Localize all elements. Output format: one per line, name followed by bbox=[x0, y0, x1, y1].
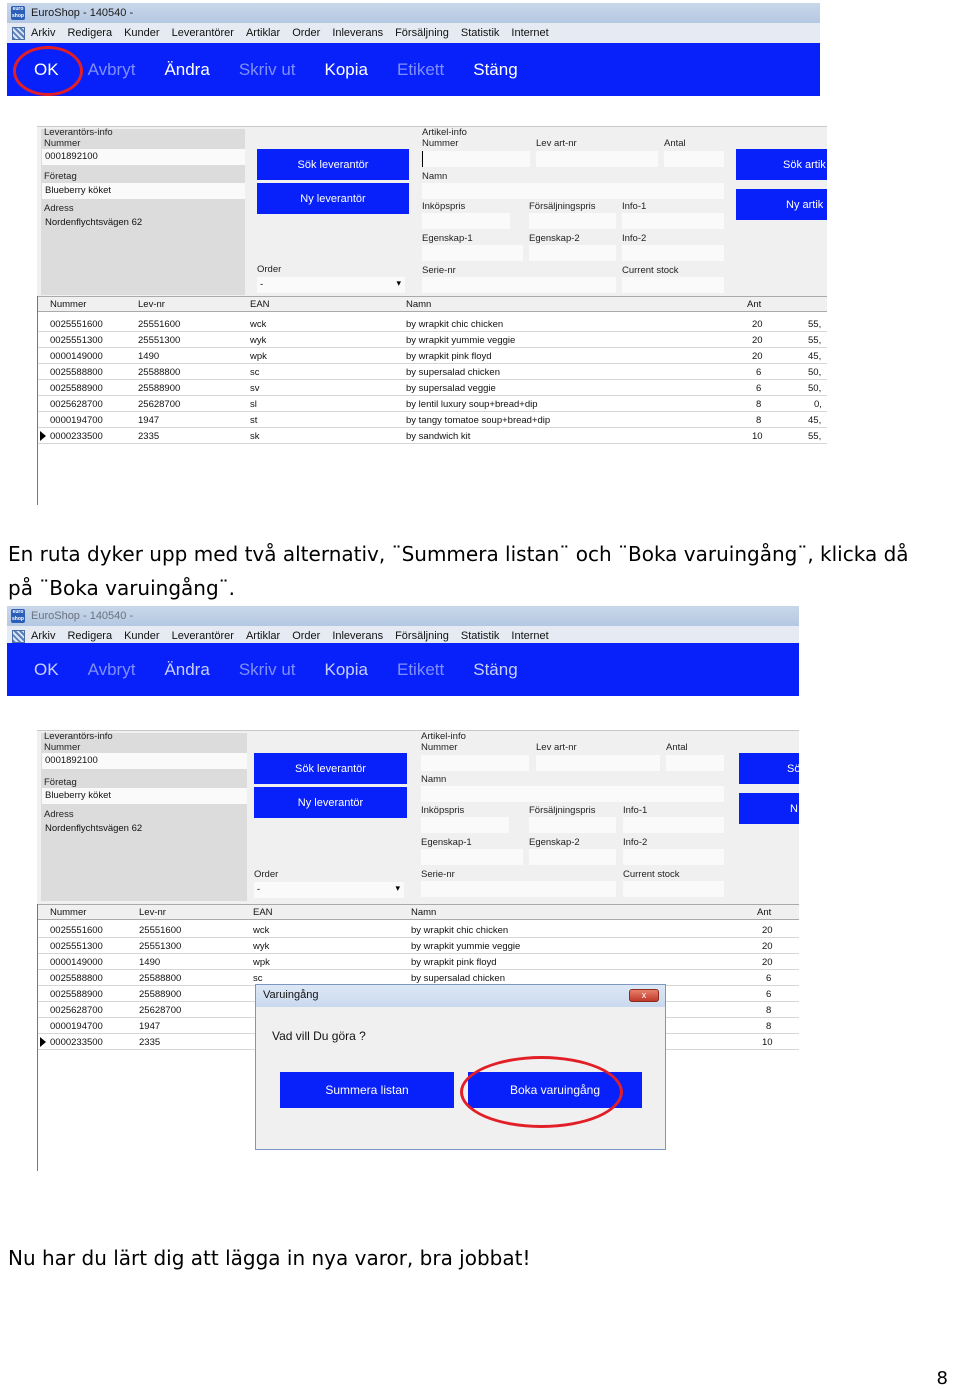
article-current-stock-label: Current stock bbox=[623, 869, 680, 880]
menu-redigera[interactable]: Redigera bbox=[67, 630, 113, 642]
menu-arkiv[interactable]: Arkiv bbox=[31, 27, 56, 39]
skriv-ut-button[interactable]: Skriv ut bbox=[238, 59, 296, 79]
cell-nummer: 0025588800 bbox=[50, 973, 103, 984]
ny-artikel-button[interactable]: Ny artik bbox=[736, 189, 827, 220]
table-row[interactable] bbox=[38, 412, 827, 428]
cell-nummer: 0000233500 bbox=[50, 1037, 103, 1048]
cell-namn: by tangy tomatoe soup+bread+dip bbox=[406, 415, 551, 426]
kopia-button[interactable]: Kopia bbox=[324, 659, 368, 679]
menu-order[interactable]: Order bbox=[292, 27, 321, 39]
supplier-group-label: Leverantörs-info bbox=[44, 731, 113, 742]
article-group-label: Artikel-info bbox=[421, 731, 466, 742]
table-row[interactable] bbox=[38, 380, 827, 396]
boka-highlight-ring bbox=[460, 1056, 623, 1128]
screenshot-1 bbox=[7, 3, 826, 505]
cell-namn: by lentil luxury soup+bread+dip bbox=[406, 399, 538, 410]
menu-arkiv[interactable]: Arkiv bbox=[31, 630, 56, 642]
supplier-group-label: Leverantörs-info bbox=[44, 127, 113, 138]
cell-ant: 20 bbox=[762, 957, 773, 968]
sok-artikel-button[interactable]: Sö bbox=[739, 753, 799, 784]
row-pointer-icon bbox=[40, 431, 46, 441]
stang-button[interactable]: Stäng bbox=[473, 59, 518, 79]
grid-header bbox=[38, 296, 827, 312]
article-namn-field[interactable] bbox=[421, 786, 724, 802]
cell-ean: wyk bbox=[253, 941, 270, 952]
col-nummer[interactable]: Nummer bbox=[50, 907, 87, 918]
cell-levnr: 2335 bbox=[139, 1037, 161, 1048]
supplier-nummer-label: Nummer bbox=[44, 742, 81, 753]
cell-nummer: 0025628700 bbox=[50, 399, 103, 410]
avbryt-button[interactable]: Avbryt bbox=[87, 659, 136, 679]
form-area bbox=[37, 126, 827, 300]
article-info1-label: Info-1 bbox=[622, 201, 647, 212]
article-antal-label: Antal bbox=[664, 138, 686, 149]
cell-nummer: 0025588900 bbox=[50, 383, 103, 394]
article-inkopspris-label: Inköpspris bbox=[421, 805, 465, 816]
article-nummer-field[interactable] bbox=[421, 755, 529, 771]
cell-ean: wpk bbox=[250, 351, 267, 362]
article-antal-label: Antal bbox=[666, 742, 688, 753]
menu-statistik[interactable]: Statistik bbox=[460, 630, 500, 642]
cell-levnr: 1947 bbox=[139, 1021, 161, 1032]
instruction-text-2: Nu har du lärt dig att lägga in nya varor, bra jobbat! bbox=[8, 1246, 531, 1270]
cell-levnr: 25588800 bbox=[139, 973, 182, 984]
article-inkopspris-label: Inköpspris bbox=[422, 201, 466, 212]
cell-ant: 10 bbox=[762, 1037, 773, 1048]
cell-nummer: 0025588900 bbox=[50, 989, 103, 1000]
article-forsaljningspris-field[interactable] bbox=[529, 213, 616, 229]
row-pointer-icon bbox=[40, 1037, 46, 1047]
article-forsaljningspris-label: Försäljningspris bbox=[529, 805, 596, 816]
cell-extra: 45, bbox=[808, 415, 822, 426]
cell-nummer: 0025588800 bbox=[50, 367, 103, 378]
cell-levnr: 1490 bbox=[138, 351, 160, 362]
cell-namn: by supersalad veggie bbox=[406, 383, 496, 394]
menu-statistik[interactable]: Statistik bbox=[460, 27, 500, 39]
col-nummer[interactable]: Nummer bbox=[50, 299, 87, 310]
cell-levnr: 25588900 bbox=[138, 383, 181, 394]
window-title: EuroShop - 140540 - bbox=[31, 7, 134, 19]
cell-ean: wck bbox=[253, 925, 270, 936]
article-forsaljningspris-field[interactable] bbox=[529, 817, 616, 833]
cell-levnr: 2335 bbox=[138, 431, 160, 442]
supplier-foretag-field[interactable]: Blueberry köket bbox=[42, 183, 245, 199]
cell-levnr: 25551300 bbox=[138, 335, 181, 346]
cell-levnr: 25588900 bbox=[139, 989, 182, 1000]
cell-extra: 50, bbox=[808, 383, 822, 394]
article-egenskap1-label: Egenskap-1 bbox=[422, 233, 473, 244]
article-info2-field[interactable] bbox=[623, 849, 724, 865]
cell-ean: sl bbox=[250, 399, 257, 410]
cell-ant: 20 bbox=[752, 319, 763, 330]
app-menu-icon[interactable] bbox=[12, 27, 25, 40]
table-row-selected[interactable] bbox=[38, 428, 827, 444]
menubar bbox=[7, 23, 820, 43]
summera-listan-button[interactable]: Summera listan bbox=[280, 1072, 454, 1108]
supplier-foretag-field[interactable]: Blueberry köket bbox=[42, 788, 247, 804]
sok-artikel-button[interactable]: Sök artik bbox=[736, 149, 827, 180]
table-row[interactable] bbox=[38, 348, 827, 364]
table-row[interactable] bbox=[38, 954, 799, 970]
order-label: Order bbox=[257, 264, 282, 275]
article-nummer-field[interactable] bbox=[422, 151, 530, 167]
cell-ean: sc bbox=[250, 367, 260, 378]
dialog-titlebar bbox=[256, 985, 665, 1007]
cell-extra: 55, bbox=[808, 319, 822, 330]
supplier-foretag-label: Företag bbox=[44, 777, 77, 788]
cell-ean: sc bbox=[253, 973, 263, 984]
cell-levnr: 1490 bbox=[139, 957, 161, 968]
menu-internet[interactable]: Internet bbox=[511, 630, 549, 642]
cell-nummer: 0025551600 bbox=[50, 319, 103, 330]
menu-internet[interactable]: Internet bbox=[511, 27, 549, 39]
menu-forsaljning[interactable]: Försäljning bbox=[395, 630, 449, 642]
screenshot-2 bbox=[7, 606, 799, 1171]
ny-leverantor-button[interactable]: Ny leverantör bbox=[257, 183, 409, 214]
supplier-adress-field[interactable]: Nordenflychtsvägen 62 bbox=[42, 821, 247, 837]
col-ean[interactable]: EAN bbox=[250, 299, 270, 310]
cell-levnr: 25628700 bbox=[139, 1005, 182, 1016]
article-forsaljningspris-label: Försäljningspris bbox=[529, 201, 596, 212]
col-namn[interactable]: Namn bbox=[411, 907, 437, 918]
article-egenskap2-label: Egenskap-2 bbox=[529, 233, 580, 244]
col-ant[interactable]: Ant bbox=[757, 907, 772, 918]
article-nummer-label: Nummer bbox=[421, 742, 458, 753]
article-info1-label: Info-1 bbox=[623, 805, 648, 816]
andra-button[interactable]: Ändra bbox=[164, 59, 210, 79]
cell-ean: sk bbox=[250, 431, 260, 442]
close-icon[interactable]: x bbox=[629, 989, 659, 1002]
cell-namn: by sandwich kit bbox=[406, 431, 471, 442]
cell-ant: 20 bbox=[762, 941, 773, 952]
etikett-button[interactable]: Etikett bbox=[396, 59, 445, 79]
menu-artiklar[interactable]: Artiklar bbox=[245, 27, 281, 39]
col-levnr[interactable]: Lev-nr bbox=[139, 907, 166, 918]
avbryt-button[interactable]: Avbryt bbox=[87, 59, 136, 79]
stang-button[interactable]: Stäng bbox=[473, 659, 518, 679]
cell-extra: 55, bbox=[808, 335, 822, 346]
article-inkopspris-field[interactable] bbox=[421, 817, 509, 833]
article-serienr-label: Serie-nr bbox=[421, 869, 455, 880]
cell-namn: by wrapkit yummie veggie bbox=[411, 941, 521, 952]
cell-ant: 20 bbox=[762, 925, 773, 936]
cell-namn: by wrapkit yummie veggie bbox=[406, 335, 516, 346]
cell-nummer: 0000194700 bbox=[50, 415, 103, 426]
menu-inleverans[interactable]: Inleverans bbox=[332, 630, 384, 642]
article-egenskap2-field[interactable] bbox=[529, 849, 616, 865]
article-info1-field[interactable] bbox=[623, 817, 724, 833]
article-levartnr-field[interactable] bbox=[536, 151, 658, 167]
cell-ant: 8 bbox=[766, 1021, 772, 1032]
etikett-button[interactable]: Etikett bbox=[396, 659, 445, 679]
table-row[interactable] bbox=[38, 396, 827, 412]
cell-ant: 20 bbox=[752, 335, 763, 346]
ny-leverantor-button[interactable]: Ny leverantör bbox=[254, 787, 407, 818]
cell-ant: 6 bbox=[756, 383, 762, 394]
cell-nummer: 0000194700 bbox=[50, 1021, 103, 1032]
ok-button[interactable]: OK bbox=[34, 659, 59, 679]
cell-nummer: 0025551600 bbox=[50, 925, 103, 936]
page-number: 8 bbox=[936, 1368, 948, 1389]
article-serienr-field[interactable] bbox=[422, 277, 616, 293]
dialog-title: Varuingång bbox=[263, 989, 319, 1001]
cell-ant: 8 bbox=[766, 1005, 772, 1016]
cell-nummer: 0000149000 bbox=[50, 957, 103, 968]
andra-button[interactable]: Ändra bbox=[164, 659, 210, 679]
grid-header bbox=[38, 904, 799, 920]
euroshop-logo-icon: euro shop bbox=[12, 6, 24, 19]
supplier-adress-field[interactable]: Nordenflychtsvägen 62 bbox=[42, 215, 245, 231]
cell-extra: 45, bbox=[808, 351, 822, 362]
menu-kunder[interactable]: Kunder bbox=[124, 27, 160, 39]
cell-levnr: 25588800 bbox=[138, 367, 181, 378]
cell-levnr: 25628700 bbox=[138, 399, 181, 410]
article-grid bbox=[37, 296, 827, 505]
ok-button[interactable]: OK bbox=[34, 59, 59, 79]
article-serienr-field[interactable] bbox=[421, 881, 616, 897]
cell-ant: 8 bbox=[756, 415, 762, 426]
article-egenskap1-label: Egenskap-1 bbox=[421, 837, 472, 848]
article-info2-label: Info-2 bbox=[623, 837, 648, 848]
table-row[interactable] bbox=[38, 364, 827, 380]
ok-highlight-ring bbox=[13, 46, 83, 96]
cell-ant: 6 bbox=[756, 367, 762, 378]
boka-varuingang-button[interactable]: Boka varuingång bbox=[468, 1072, 642, 1108]
article-egenskap2-label: Egenskap-2 bbox=[529, 837, 580, 848]
window-titlebar bbox=[7, 606, 799, 626]
supplier-foretag-label: Företag bbox=[44, 171, 77, 182]
article-current-stock-label: Current stock bbox=[622, 265, 679, 276]
cell-nummer: 0025628700 bbox=[50, 1005, 103, 1016]
cell-namn: by supersalad chicken bbox=[411, 973, 505, 984]
article-group-label: Artikel-info bbox=[422, 127, 467, 138]
article-levartnr-label: Lev art-nr bbox=[536, 138, 577, 149]
cell-extra: 50, bbox=[808, 367, 822, 378]
cell-ean: wyk bbox=[250, 335, 267, 346]
sok-leverantor-button[interactable]: Sök leverantör bbox=[254, 753, 407, 784]
cell-namn: by supersalad chicken bbox=[406, 367, 500, 378]
article-levartnr-label: Lev art-nr bbox=[536, 742, 577, 753]
article-namn-label: Namn bbox=[421, 774, 447, 785]
col-ant[interactable]: Ant bbox=[747, 299, 762, 310]
skriv-ut-button[interactable]: Skriv ut bbox=[238, 659, 296, 679]
article-nummer-label: Nummer bbox=[422, 138, 459, 149]
article-current-stock-field[interactable] bbox=[623, 881, 724, 897]
window-titlebar bbox=[7, 3, 820, 23]
dialog-question: Vad vill Du göra ? bbox=[272, 1029, 366, 1043]
cell-ean: st bbox=[250, 415, 258, 426]
cell-extra: 55, bbox=[808, 431, 822, 442]
supplier-nummer-field[interactable]: 0001892100 bbox=[42, 149, 245, 165]
cell-namn: by wrapkit pink floyd bbox=[411, 957, 497, 968]
menu-inleverans[interactable]: Inleverans bbox=[332, 27, 384, 39]
article-levartnr-field[interactable] bbox=[536, 755, 660, 771]
order-dropdown[interactable]: - ▾ bbox=[254, 882, 404, 898]
kopia-button[interactable]: Kopia bbox=[324, 59, 368, 79]
table-row[interactable] bbox=[38, 938, 799, 954]
cell-nummer: 0000149000 bbox=[50, 351, 103, 362]
cell-ant: 8 bbox=[756, 399, 762, 410]
article-namn-field[interactable] bbox=[422, 183, 724, 199]
article-egenskap2-field[interactable] bbox=[529, 245, 616, 261]
table-row[interactable] bbox=[38, 922, 799, 938]
article-inkopspris-field[interactable] bbox=[422, 213, 510, 229]
article-info2-label: Info-2 bbox=[622, 233, 647, 244]
toolbar bbox=[7, 43, 820, 96]
article-antal-field[interactable] bbox=[666, 755, 724, 771]
supplier-nummer-field[interactable]: 0001892100 bbox=[42, 753, 247, 769]
cell-namn: by wrapkit chic chicken bbox=[406, 319, 504, 330]
app-menu-icon[interactable] bbox=[12, 630, 25, 643]
instruction-text-1: En ruta dyker upp med två alternativ, ¨Summera listan¨ och ¨Boka varuingång¨, klicka då på ¨Boka varuingång¨. bbox=[8, 542, 909, 600]
window-title: EuroShop - 140540 - bbox=[31, 610, 134, 622]
form-area bbox=[37, 730, 799, 904]
menu-redigera[interactable]: Redigera bbox=[67, 27, 113, 39]
article-egenskap1-field[interactable] bbox=[421, 849, 523, 865]
supplier-nummer-label: Nummer bbox=[44, 138, 81, 149]
menu-forsaljning[interactable]: Försäljning bbox=[395, 27, 449, 39]
order-dropdown[interactable]: - ▾ bbox=[257, 277, 405, 293]
menu-order[interactable]: Order bbox=[292, 630, 321, 642]
toolbar bbox=[7, 643, 799, 696]
cell-levnr: 1947 bbox=[138, 415, 160, 426]
col-namn[interactable]: Namn bbox=[406, 299, 432, 310]
table-row[interactable] bbox=[38, 316, 827, 332]
cell-extra: 0, bbox=[814, 399, 822, 410]
cell-levnr: 25551600 bbox=[139, 925, 182, 936]
supplier-adress-label: Adress bbox=[44, 203, 74, 214]
article-namn-label: Namn bbox=[422, 171, 448, 182]
euroshop-logo-icon: euro shop bbox=[12, 609, 24, 622]
supplier-adress-label: Adress bbox=[44, 809, 74, 820]
cell-ant: 6 bbox=[766, 989, 772, 1000]
menu-artiklar[interactable]: Artiklar bbox=[245, 630, 281, 642]
menu-leverantorer[interactable]: Leverantörer bbox=[171, 27, 234, 39]
menu-leverantorer[interactable]: Leverantörer bbox=[171, 630, 234, 642]
cell-ean: wpk bbox=[253, 957, 270, 968]
article-egenskap1-field[interactable] bbox=[422, 245, 523, 261]
sok-leverantor-button[interactable]: Sök leverantör bbox=[257, 149, 409, 180]
cell-nummer: 0025551300 bbox=[50, 941, 103, 952]
order-label: Order bbox=[254, 869, 279, 880]
article-antal-field[interactable] bbox=[664, 151, 724, 167]
article-info1-field[interactable] bbox=[622, 213, 724, 229]
cell-nummer: 0025551300 bbox=[50, 335, 103, 346]
article-serienr-label: Serie-nr bbox=[422, 265, 456, 276]
cell-namn: by wrapkit pink floyd bbox=[406, 351, 492, 362]
ny-artikel-button[interactable]: N bbox=[739, 793, 799, 824]
menu-kunder[interactable]: Kunder bbox=[124, 630, 160, 642]
cell-ean: sv bbox=[250, 383, 260, 394]
cell-ant: 20 bbox=[752, 351, 763, 362]
cell-levnr: 25551600 bbox=[138, 319, 181, 330]
article-info2-field[interactable] bbox=[622, 245, 724, 261]
cell-ean: wck bbox=[250, 319, 267, 330]
cell-namn: by wrapkit chic chicken bbox=[411, 925, 509, 936]
table-row[interactable] bbox=[38, 332, 827, 348]
cell-ant: 10 bbox=[752, 431, 763, 442]
article-current-stock-field[interactable] bbox=[622, 277, 724, 293]
col-levnr[interactable]: Lev-nr bbox=[138, 299, 165, 310]
cell-nummer: 0000233500 bbox=[50, 431, 103, 442]
cell-levnr: 25551300 bbox=[139, 941, 182, 952]
col-ean[interactable]: EAN bbox=[253, 907, 273, 918]
cell-ant: 6 bbox=[766, 973, 772, 984]
varuingang-dialog bbox=[255, 984, 666, 1150]
